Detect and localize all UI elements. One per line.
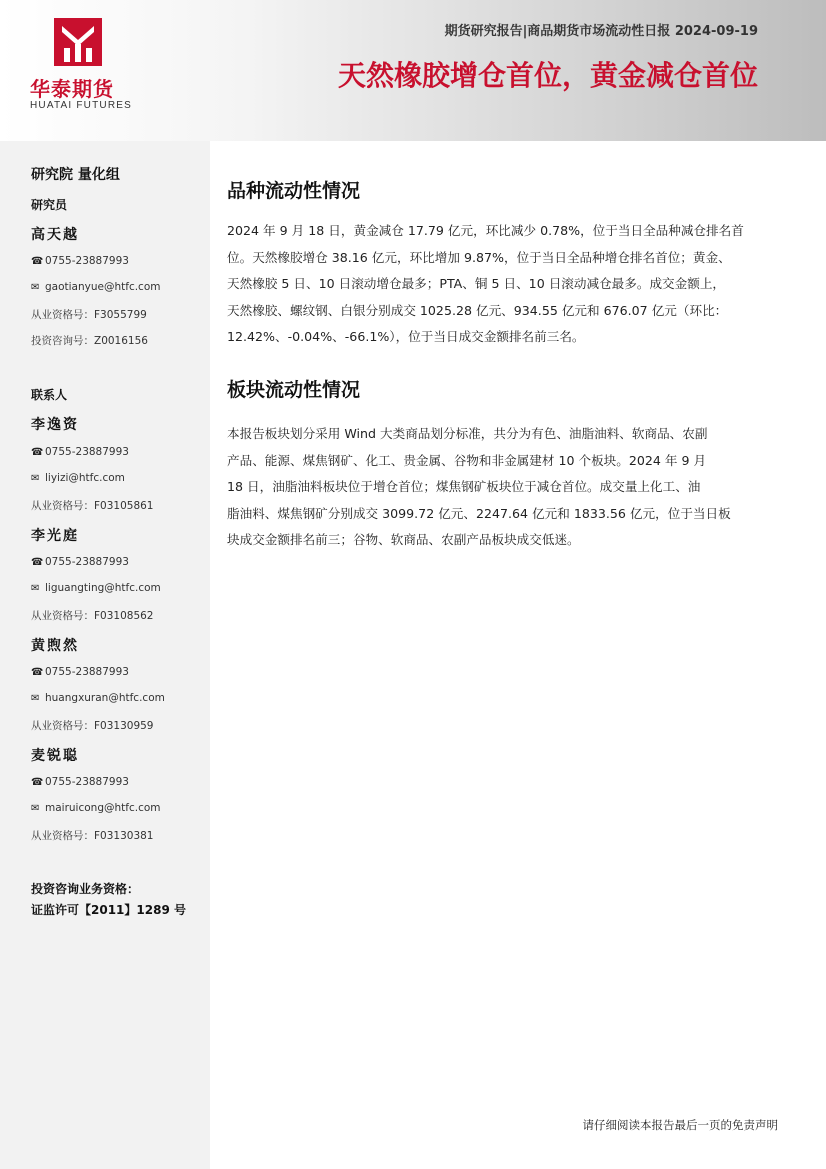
contact-phone: ☎ 0755-23887993	[31, 776, 129, 788]
email-icon: ✉	[31, 473, 40, 484]
paragraph-line: 2024 年 9 月 18 日，黄金减仓 17.79 亿元，环比减少 0.78%，位于当日全品种减仓排名首	[227, 223, 744, 238]
paragraph-line: 天然橡胶 5 日、10 日滚动增仓最多；PTA、铜 5 日、10 日滚动减仓最多。成交金额上，	[227, 276, 726, 291]
contact-name: 麦锐聪	[31, 748, 79, 764]
report-header	[0, 0, 826, 141]
phone-icon: ☎	[31, 667, 44, 678]
contact-name: 李逸资	[31, 417, 79, 433]
phone-icon: ☎	[31, 557, 44, 568]
phone-icon: ☎	[31, 447, 44, 458]
contact-license: 从业资格号：F03108562	[31, 610, 154, 622]
contact-phone: ☎ 0755-23887993	[31, 666, 129, 678]
contact-email[interactable]: ✉ mairuicong@htfc.com	[31, 802, 161, 814]
report-type-line: 期货研究报告|商品期货市场流动性日报 2024-09-19	[444, 24, 758, 39]
contact-email[interactable]: ✉ liyizi@htfc.com	[31, 472, 125, 484]
contacts-label: 联系人	[31, 388, 68, 402]
researcher-email[interactable]: ✉ gaotianyue@htfc.com	[31, 281, 161, 293]
contact-phone: ☎ 0755-23887993	[31, 446, 129, 458]
section-body-variety	[227, 218, 782, 351]
paragraph-line: 12.42%、-0.04%、-66.1%），位于当日成交金额排名前三名。	[227, 329, 585, 344]
report-title: 天然橡胶增仓首位，黄金减仓首位	[337, 59, 758, 92]
email-icon: ✉	[31, 803, 40, 814]
paragraph-line: 天然橡胶、螺纹钢、白银分别成交 1025.28 亿元、934.55 亿元和 676.07 亿元（环比：	[227, 302, 728, 318]
section-body-sector	[227, 421, 782, 554]
email-icon: ✉	[31, 282, 40, 293]
disclaimer-note: 请仔细阅读本报告最后一页的免责声明	[582, 1118, 778, 1132]
department: 研究院 量化组	[31, 167, 120, 183]
contact-name: 黄煦然	[31, 638, 79, 654]
researcher-license: 从业资格号：F3055799	[31, 309, 147, 321]
paragraph-line: 18 日，油脂油料板块位于增仓首位；煤焦钢矿板块位于减仓首位。成交量上化工、油	[227, 479, 701, 494]
author-sidebar	[0, 141, 210, 1169]
paragraph-line: 产品、能源、煤焦钢矿、化工、贵金属、谷物和非金属建材 10 个板块。2024 年 9 月	[227, 452, 707, 468]
contact-name: 李光庭	[31, 528, 79, 544]
phone-icon: ☎	[31, 256, 44, 267]
paragraph-line: 本报告板块划分采用 Wind 大类商品划分标准，共分为有色、油脂油料、软商品、农副	[227, 426, 708, 441]
contact-phone: ☎ 0755-23887993	[31, 556, 129, 568]
phone-icon: ☎	[31, 777, 44, 788]
section-heading-sector: 板块流动性情况	[227, 379, 361, 401]
logo-chinese-name: 华泰期货	[30, 77, 114, 101]
contact-license: 从业资格号：F03130381	[31, 830, 154, 842]
researcher-name: 高天越	[31, 227, 79, 243]
contact-email[interactable]: ✉ huangxuran@htfc.com	[31, 692, 165, 704]
researcher-label: 研究员	[31, 198, 68, 212]
contact-license: 从业资格号：F03130959	[31, 720, 154, 732]
contact-license: 从业资格号：F03105861	[31, 500, 154, 512]
researcher-phone: ☎ 0755-23887993	[31, 255, 129, 267]
qualification-license: 证监许可【2011】1289 号	[31, 903, 186, 917]
paragraph-line: 块成交金额排名前三；谷物、软商品、农副产品板块成交低迷。	[227, 532, 580, 547]
huatai-logo-icon	[54, 18, 102, 66]
contact-email[interactable]: ✉ liguangting@htfc.com	[31, 582, 161, 594]
logo-english-name: HUATAI FUTURES	[30, 100, 132, 111]
researcher-invest-license: 投资咨询号：Z0016156	[31, 335, 148, 347]
email-icon: ✉	[31, 583, 40, 594]
section-heading-variety: 品种流动性情况	[227, 180, 361, 202]
email-icon: ✉	[31, 693, 40, 704]
qualification-title: 投资咨询业务资格：	[31, 882, 140, 896]
paragraph-line: 脂油料、煤焦钢矿分别成交 3099.72 亿元、2247.64 亿元和 1833.56 亿元，位于当日板	[227, 505, 731, 521]
paragraph-line: 位。天然橡胶增仓 38.16 亿元，环比增加 9.87%，位于当日全品种增仓排名首位；黄金、	[227, 249, 731, 265]
